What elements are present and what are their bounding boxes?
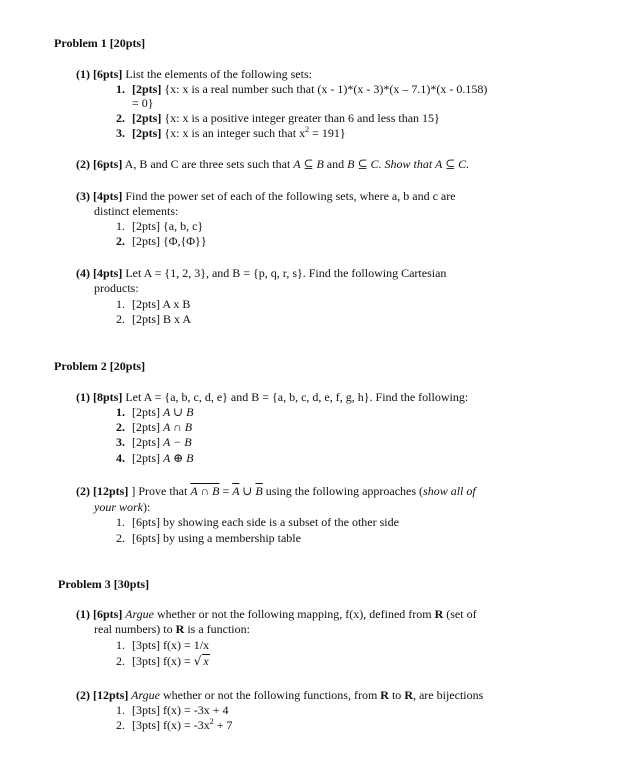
set-r: R	[175, 622, 185, 636]
p3-q2-item-1	[116, 703, 229, 717]
item-points: [2pts]	[132, 82, 162, 96]
p1-q3-line	[76, 189, 456, 203]
text: ):	[143, 500, 151, 514]
text-italic: your work	[94, 500, 143, 514]
item-number: 1.	[116, 703, 125, 717]
item-number: 2.	[116, 654, 125, 668]
p2-q2-label: (2) [12pts]	[76, 484, 129, 498]
text: (set of	[443, 607, 477, 621]
text: Find the power set of each of the following sets, where a, b and c are	[122, 189, 456, 203]
text: real numbers) to	[94, 622, 176, 636]
item-points: [2pts]	[132, 435, 163, 449]
item-points: [2pts]	[132, 420, 163, 434]
p3-q2-line	[76, 688, 483, 702]
math-expr: A ∪ B	[163, 405, 194, 419]
item-text: [2pts] B x A	[132, 312, 192, 326]
set-r: R	[380, 688, 389, 702]
item-text: [3pts] f(x) =	[132, 654, 194, 668]
text-italic: Argue	[128, 688, 160, 702]
p1-q1-line	[76, 67, 312, 81]
radicand: x	[203, 654, 209, 668]
p2-q1-item-3	[116, 435, 192, 449]
superscript: 2	[209, 717, 214, 726]
p1-q3-cont: distinct elements:	[94, 204, 179, 218]
text: is a function:	[184, 622, 250, 636]
text: to	[388, 688, 405, 702]
p1-q4-line	[76, 266, 446, 280]
p1-q3-label: (3) [4pts]	[76, 189, 123, 203]
text: Let A = {a, b, c, d, e} and B = {a, b, c, d, e, f, g, h}. Find the following:	[122, 390, 469, 404]
problem-1-title: Problem 1 [20pts]	[54, 36, 146, 50]
item-text: [3pts] f(x) = 1/x	[132, 638, 210, 652]
p1-q1-text: List the elements of the following sets:	[122, 67, 312, 81]
item-number: 1.	[116, 219, 125, 233]
p2-q2-item-2	[116, 531, 301, 545]
item-text: [6pts] by using a membership table	[132, 531, 301, 545]
item-text: [2pts] {Φ,{Φ}}	[132, 234, 207, 248]
item-text-end: = 191}	[309, 126, 346, 140]
item-text-end: + 7	[213, 718, 233, 732]
item-number: 3.	[116, 435, 125, 449]
item-number: 2.	[116, 718, 125, 732]
math-expr: B ⊆ C	[347, 157, 379, 171]
item-text: [6pts] by showing each side is a subset of the other side	[132, 515, 399, 529]
p2-q1-item-1	[116, 405, 194, 419]
item-number: 2.	[116, 312, 125, 326]
p3-q1-item-1	[116, 638, 209, 652]
p3-q2-label: (2) [12pts]	[76, 688, 129, 702]
item-text: {x: x is an integer such that x	[161, 126, 306, 140]
sqrt-icon: √	[193, 654, 202, 668]
set-r: R	[404, 688, 413, 702]
p1-q3-item-1	[116, 219, 203, 233]
math-eq: =	[219, 484, 233, 498]
p2-q1-label: (1) [8pts]	[76, 390, 123, 404]
math-expr: A ∩ B	[163, 420, 193, 434]
text: ] Prove that	[128, 484, 191, 498]
p1-q4-label: (4) [4pts]	[76, 266, 123, 280]
text: , are bijections	[412, 688, 484, 702]
text: whether or not the following functions, from	[160, 688, 381, 702]
item-text: [3pts] f(x) = -3x	[132, 718, 210, 732]
item-number: 2.	[116, 234, 125, 248]
math-expr: A − B	[163, 435, 192, 449]
p1-q2-label: (2) [6pts]	[76, 157, 123, 171]
p1-q1-label: (1) [6pts]	[76, 67, 123, 81]
math-expr: A ⊆ B	[293, 157, 324, 171]
p1-q1-item-1	[116, 82, 487, 96]
math-a-bar: $\overline{A}$	[232, 484, 240, 498]
item-number: 1.	[116, 405, 125, 419]
math-expr: A ⊕ B	[163, 451, 194, 465]
text: . Show that	[378, 157, 435, 171]
problem-2-title: Problem 2 [20pts]	[54, 359, 146, 373]
item-text: {x: x is a positive integer greater than 6 and less than 15}	[161, 111, 440, 125]
superscript: 2	[305, 125, 310, 134]
item-number: 2.	[116, 531, 125, 545]
p3-q2-item-2	[116, 718, 233, 732]
p1-q1-item-2	[116, 111, 440, 125]
p3-q1-label: (1) [6pts]	[76, 607, 123, 621]
p2-q1-line	[76, 390, 468, 404]
set-r: R	[434, 607, 444, 621]
text-italic: show all of	[423, 484, 476, 498]
math-expr: A ⊆ C.	[434, 157, 470, 171]
p1-q4-item-1	[116, 297, 190, 311]
item-number: 2.	[116, 420, 125, 434]
text-italic: Argue	[122, 607, 154, 621]
p1-q2-line	[76, 157, 469, 171]
math-b-bar: $\overline{B}$	[255, 484, 263, 498]
p1-q4-item-2	[116, 312, 191, 326]
item-points: [2pts]	[132, 126, 162, 140]
text: A, B and C are three sets such that	[122, 157, 294, 171]
p3-q1-cont	[94, 622, 250, 636]
item-text: [2pts] A x B	[132, 297, 191, 311]
item-points: [2pts]	[132, 405, 163, 419]
p2-q1-item-4	[116, 451, 194, 465]
p1-q3-item-2	[116, 234, 207, 248]
item-number: 1.	[116, 638, 125, 652]
p1-q1-item-3	[116, 126, 346, 140]
problem-3-title: Problem 3 [30pts]	[58, 577, 150, 591]
p3-q1-item-2	[116, 654, 210, 668]
p3-q1-line	[76, 607, 477, 621]
item-points: [2pts]	[132, 111, 162, 125]
item-text: [3pts] f(x) = -3x + 4	[132, 703, 229, 717]
math-cup: ∪	[239, 484, 256, 498]
text: Let A = {1, 2, 3}, and B = {p, q, r, s}. Find the following Cartesian	[122, 266, 447, 280]
item-text: [2pts] {a, b, c}	[132, 219, 204, 233]
p2-q2-cont	[94, 500, 150, 514]
p1-q4-cont: products:	[94, 281, 139, 295]
item-number: 1.	[116, 297, 125, 311]
text: whether or not the following mapping, f(x), defined from	[154, 607, 435, 621]
item-number: 4.	[116, 451, 125, 465]
item-text: {x: x is a real number such that (x - 1)*(x - 3)*(x – 7.1)*(x - 0.158)	[161, 82, 488, 96]
item-points: [2pts]	[132, 451, 163, 465]
p2-q2-line	[76, 484, 476, 498]
math-lhs: A ∩ B	[190, 484, 220, 498]
text: using the following approaches (	[262, 484, 424, 498]
p2-q2-item-1	[116, 515, 399, 529]
item-number: 1.	[116, 515, 125, 529]
item-number: 1.	[116, 82, 125, 96]
item-number: 2.	[116, 111, 125, 125]
p1-q1-item-1-cont: = 0}	[132, 96, 154, 110]
p2-q1-item-2	[116, 420, 192, 434]
text: and	[323, 157, 348, 171]
item-number: 3.	[116, 126, 125, 140]
